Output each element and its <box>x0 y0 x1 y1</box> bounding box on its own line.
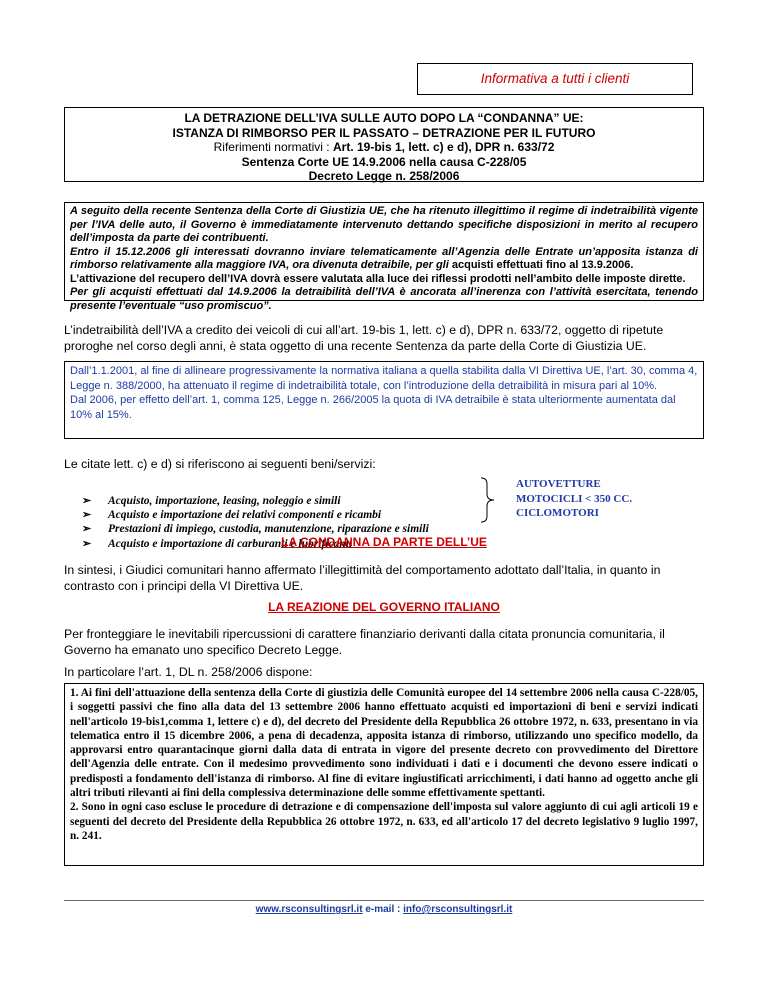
email-label: e-mail : <box>362 904 404 915</box>
law-paragraph-1: 1. Ai fini dell'attuazione della sentenza della Corte di giustizia delle Comunità europee del 14 settembre 2006 nella causa C-228/05, i soggetti passivi che fino alla data del 13 settembre 2006 hanno effettuato acquisti ed importazioni di beni e servizi indicati nell'articolo 19-bis1,comma 1, lettere c) e d), del decreto del Presidente della Repubblica 26 ottobre 1972, n. 633, presentano in via telematica entro il 15 dicembre 2006, a pena di decadenza, apposita istanza di rimborso, utilizzando uno specifico modello, da approvarsi entro quarantacinque giorni dalla data di entrata in vigore del presente decreto con provvedimento del Direttore dell'Agenzia delle entrate. Con il medesimo provvedimento sono individuati i dati e i documenti che devono essere indicati o predisposti a fondamento dell'istanza di rimborso. Al fine di evitare ingiustificati arricchimenti, i dati hanno ad oggetto anche gli altri tributi rilevanti ai fini della complessiva determinazione delle somme effettivamente spettanti. <box>70 687 698 800</box>
arrow-bullet-icon: ➢ <box>82 537 92 550</box>
summary-paragraph-4: Per gli acquisti effettuati dal 14.9.2006 la detraibilità dell’IVA è ancorata all’inerenza con l’attività esercitata, tenendo presente l’eventuale “uso promiscuo”. <box>70 286 698 312</box>
title-line-2: ISTANZA DI RIMBORSO PER IL PASSATO – DETRAZIONE PER IL FUTURO <box>172 125 596 140</box>
references-prefix: Riferimenti normativi : <box>213 140 333 154</box>
title-line-1: LA DETRAZIONE DELL’IVA SULLE AUTO DOPO LA “CONDANNA” UE: <box>184 111 584 125</box>
email-link[interactable]: info@rsconsultingsrl.it <box>403 904 513 915</box>
section-2-text-2: In particolare l’art. 1, DL n. 258/2006 dispone: <box>64 665 313 679</box>
summary-paragraph-2-italic: Entro il 15.12.2006 gli interessati dovranno inviare telematicamente all’Agenzia delle Entrate un’apposita istanza di rimborso relativamente alla maggiore IVA, ora divenuta detraibile, per gli <box>70 245 698 271</box>
list-item-text: Acquisto e importazione di carburanti e lubrificanti <box>108 537 353 550</box>
list-item <box>78 508 498 522</box>
law-paragraph-2: 2. Sono in ogni caso escluse le procedure di detrazione e di compensazione dell'imposta sul valore aggiunto di cui agli articoli 19 e seguenti del decreto del Presidente della Repubblica 26 ottobre 1972, n. 633, ed all'articolo 17 del decreto legislativo 9 luglio 1997, n. 241. <box>70 801 698 842</box>
arrow-bullet-icon: ➢ <box>82 523 92 536</box>
vehicle-item: MOTOCICLI < 350 CC. <box>516 492 633 505</box>
vehicles-list <box>516 477 632 521</box>
section-heading-condanna: LA CONDANNA DA PARTE DELL’UE <box>281 535 487 549</box>
intro-paragraph: L’indetraibilità dell’IVA a credito dei veicoli di cui all’art. 19-bis 1, lett. c) e d), DPR n. 633/72, oggetto di ripetute proroghe nel corso degli anni, è stata oggetto di una recente Sentenza da parte della Corte di Giustizia UE. <box>64 323 664 353</box>
arrow-bullet-icon: ➢ <box>82 495 92 507</box>
section-heading-reazione: LA REAZIONE DEL GOVERNO ITALIANO <box>268 600 500 614</box>
summary-box <box>64 202 704 312</box>
history-paragraph-1: Dall’1.1.2001, al fine di allineare progressivamente la normativa italiana a quella stabilita dalla VI Direttiva UE, l’art. 30, comma 4, Legge n. 388/2000, ha attenuato il regime di indetraibilità totale, con l’introduzione della detraibilità in misura pari al 10%. <box>70 365 698 392</box>
section-2-text: Per fronteggiare le inevitabili ripercussioni di carattere finanziario derivanti dalla citata pronuncia comunitaria, il Governo ha emanato uno specifico Decreto Legge. <box>64 627 665 657</box>
arrow-bullet-icon: ➢ <box>82 509 92 522</box>
title-line-4: Sentenza Corte UE 14.9.2006 nella causa C-228/05 <box>241 154 527 169</box>
goods-intro: Le citate lett. c) e d) si riferiscono ai seguenti beni/servizi: <box>64 457 376 471</box>
title-references <box>65 140 703 155</box>
info-tag-text: Informativa a tutti i clienti <box>480 71 630 86</box>
right-brace-icon <box>478 476 500 524</box>
info-tag <box>417 63 693 95</box>
website-link[interactable]: www.rsconsultingsrl.it <box>255 904 363 915</box>
summary-paragraph-2 <box>70 246 698 273</box>
list-item-text: Prestazioni di impiego, custodia, manutenzione, riparazione e simili <box>108 523 429 536</box>
list-item-text: Acquisto e importazione dei relativi componenti e ricambi <box>108 509 382 522</box>
footer <box>64 904 704 915</box>
vehicle-item: CICLOMOTORI <box>516 507 599 519</box>
list-item <box>78 494 498 508</box>
title-box <box>64 107 704 182</box>
summary-paragraph-1: A seguito della recente Sentenza della Corte di Giustizia UE, che ha ritenuto illegittimo il regime di indetraibilità vigente per l’IVA delle auto, il Governo è immediatamente intervenuto dettando specifiche disposizioni in merito al recupero dell’imposta da parte dei contribuenti. <box>70 205 698 244</box>
summary-paragraph-2-normal: acquisti effettuati fino al 13.9.2006. <box>451 259 634 271</box>
footer-divider <box>64 900 704 901</box>
history-box <box>64 361 704 439</box>
references-text: Art. 19-bis 1, lett. c) e d), DPR n. 633/72 <box>332 140 555 154</box>
summary-paragraph-3: L’attivazione del recupero dell’IVA dovrà essere valutata alla luce dei riflessi prodotti nell’ambito delle imposte dirette. <box>70 272 686 285</box>
law-text-box <box>64 683 704 866</box>
list-item-text: Acquisto, importazione, leasing, noleggio e simili <box>108 495 341 507</box>
history-paragraph-2: Dal 2006, per effetto dell’art. 1, comma 125, Legge n. 266/2005 la quota di IVA detraibile è stata ulteriormente aumentata dal 10% al 15%. <box>70 394 676 421</box>
section-1-text: In sintesi, i Giudici comunitari hanno affermato l’illegittimità del comportamento adottato dall’Italia, in quanto in contrasto con i principi della VI Direttiva UE. <box>64 563 661 593</box>
title-line-5: Decreto Legge n. 258/2006 <box>308 169 460 183</box>
vehicle-item: AUTOVETTURE <box>516 478 601 490</box>
